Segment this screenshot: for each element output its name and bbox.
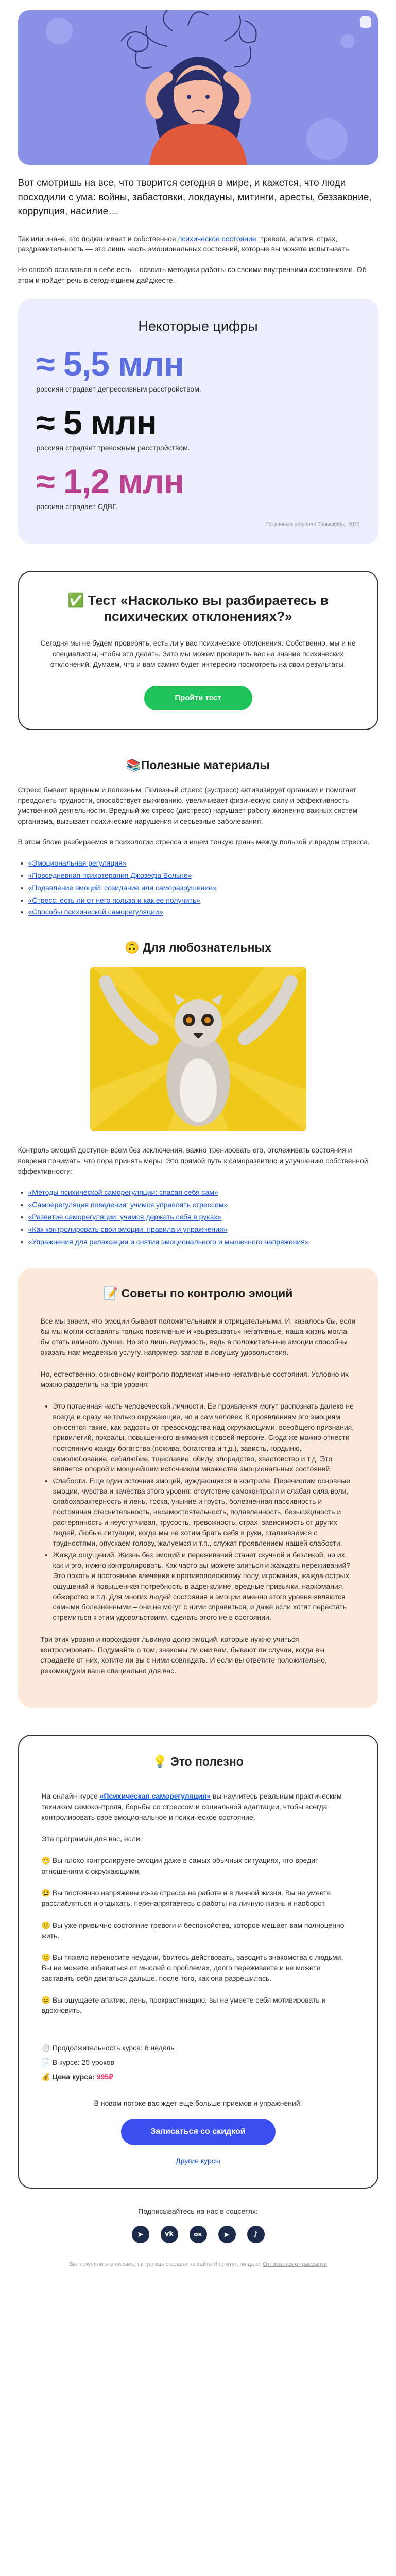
tips-paragraph-3: Три этих уровня и порождают львиную долю эмоций, которые нужно учиться контролировать. Подумайте о том, знакомы ли они вам, бывают ли случаи, когда вы страдаете от них, хотите ли вы с ними совладать. И если вы ответите положительно, рекомендуем ваше специально для вас. [40, 1635, 327, 1675]
course-card [18, 1735, 378, 2189]
unsubscribe-link[interactable]: Отписаться от рассылки [263, 2261, 327, 2267]
stat-description: россиян страдает тревожным расстройством. [36, 444, 190, 452]
subscribe-text: Подписывайтесь на нас в соцсетях: [138, 2207, 258, 2215]
stat-number: ≈ 1,2 млн [36, 462, 184, 501]
materials-paragraph-1: Стресс бывает вредным и полезным. Полезный стресс (эустресс) активизирует организм и помогает преодолеть трудности, способствует выживанию, увеличивает физическую силу и эффективность умственной деятельности. Вредный же стресс (дистресс) нарушает работу жизненно важных систем организма, вызывает психические нарушения и серьезные заболевания. [18, 785, 358, 825]
intro-paragraph-2: Но способ оставаться в себе есть – освоить методики работы со своими внутренними состояниями. Об этом и пойдет речь в сегодняшнем дайджесте. [18, 265, 367, 284]
stat-number: ≈ 5 млн [36, 403, 157, 442]
article-link[interactable]: «Повседневная психотерапия Джозефа Вольпе» [28, 871, 192, 879]
curious-title: 🙃 Для любознательных [125, 941, 271, 955]
list-item [28, 857, 378, 870]
list-item [28, 1199, 378, 1211]
stat-description: россиян страдает депрессивным расстройством. [36, 384, 201, 393]
list-item [28, 1224, 378, 1236]
curious-paragraph: Контроль эмоций доступен всем без исключения, важно тренировать его, отслеживать состояния и вовремя понимать, что пора принять меры. Это прямой путь к саморазвитию и улучшению собственной эффективности: [18, 1146, 368, 1176]
test-title: ✅ Тест «Насколько вы разбираетесь в психических отклонениях?» [67, 592, 329, 624]
list-item: 😫 Вы постоянно напряжены из-за стресса на работе и в личной жизни. Вы не умеете расслабляться и отдыхать, перенапрягаетесь с работы на личную жизнь и наоборот. [41, 1889, 331, 1908]
article-link[interactable]: «Стресс: есть ли от него польза и как ее получить» [28, 895, 201, 904]
curious-links [28, 1187, 378, 1248]
youtube-icon[interactable]: ▶ [218, 2226, 236, 2243]
tips-paragraph-2: Но, естественно, основному контролю подлежат именно негативные состояния. Условно их можно разделить на три уровня: [40, 1369, 349, 1389]
list-item [28, 1187, 378, 1199]
program-heading: Эта программа для вас, если: [41, 1835, 142, 1843]
test-text: Сегодня мы не будем проверять, есть ли у вас психические отклонения. Собственно, мы и не специалисты, чтобы это делать. Зато мы можем проверить вас на знание психических отклонений. Думаем, что и вам самим будет интересно посмотреть на свои результаты. [40, 639, 356, 668]
enroll-button[interactable]: Записаться со скидкой [121, 2119, 276, 2145]
course-cta [42, 2098, 355, 2167]
list-item [28, 1236, 378, 1248]
article-link[interactable]: «Методы психической саморегуляции: спасая себя сам» [28, 1188, 218, 1197]
email-container [18, 0, 378, 2279]
stat-description: россиян страдает СДВГ. [36, 502, 118, 511]
legal-text: Вы получили это письмо, т.к. успешно вошли на сайте Институт, по дате. Отписаться от рассылки [68, 2261, 327, 2267]
course-notice: В новом потоке вас ждет еще больше приемов и упражнений! [94, 2098, 302, 2107]
list-item: 😟 Вы уже привычно состояние тревоги и беспокойства, которое мешает вам полноценно жить. [41, 1921, 345, 1940]
lemur-photo [90, 967, 306, 1131]
list-item: • Это потаенная часть человеческой личности. Ее проявления могут распознать далеко не всегда и сразу не только окружающие, но и сам человек. К проявлениям эго эмоциям относятся такие, как радость от превосходства над окружающими, всеобщего признания, привилегий, похвалы, повышенного внимания к своей персоне. Сюда же можно отнести постоянную жажду богатства (пожива, богатства и т.д.), зависть, гордыню, самолюбование, себялюбие, тщеславие, обиду, злорадство, хвастовство и т.д. Это является опорой и мощнейшим источником множества эмоциональных состояний. [53, 1401, 356, 1474]
list-item: 😐 Вы ощущаете апатию, лень, прокрастинацию; вы не умеете себя мотивировать и вдохновить. [41, 1996, 326, 2015]
tips-paragraph-1: Все мы знаем, что эмоции бывают положительными и отрицательными. И, казалось бы, если бы мы могли оставлять только позитивные и «вырезывать» негативные, наша жизнь могла бы стать намного лучше. Но это лишь видимость, ведь в положительные эмоции способны оказать нам медвежью услугу, например, заглав в ловушку удовольствия. [40, 1316, 356, 1357]
article-link[interactable]: «Развитие саморегуляции: учимся держать себя в руках» [28, 1212, 222, 1221]
materials-paragraph-2: В этом блоке разбираемся в психологии стресса и ищем тонкую грань между пользой и вредом стресса. [18, 837, 370, 846]
hero-badge-icon [360, 16, 371, 28]
stats-card [18, 299, 378, 544]
tips-card [18, 1268, 378, 1708]
stat-number: ≈ 5,5 млн [36, 344, 184, 383]
article-link[interactable]: «Подавление эмоций: созидание или саморазрушение» [28, 883, 217, 892]
intro-paragraph-1: Так или иначе, это подкашивает и собственное психическое состояние: тревога, апатия, страх, раздражительность — это лишь часть эмоциональных состояний, которые вы можете испытывать. [18, 234, 351, 253]
list-item: 😕 Вы тяжело переносите неудачи, боитесь действовать, заводить знакомства с людьми. Вы не можете избавиться от мыслей о проблемах, долго переживаете и не можете заставить себя двигаться дальше, после того, как она разрешилась. [41, 1953, 343, 1982]
test-card [18, 571, 378, 730]
mental-state-link[interactable]: психическое состояние [178, 234, 256, 243]
social-links [18, 2226, 378, 2243]
stats-source: По данным «Журнал Тинькофф», 2022 [266, 521, 360, 528]
telegram-icon[interactable]: ➤ [132, 2226, 149, 2243]
course-link[interactable]: «Психическая саморегуляция» [99, 1792, 211, 1801]
footer [18, 2206, 378, 2279]
materials-title: 📚Полезные материалы [126, 758, 270, 772]
list-item: • Жажда ощущений. Жизнь без эмоций и переживаний станет скучной и безликой, но их, как и эго, нужно контролировать. Как часто вы можете злиться и жаждать переживаний? Это похоть и постоянное влечение к противоположному полу, игромания, жажда острых ощущений и повышенная потребность в адреналине, вредные привычки, наркомания, обжорство и т.д. Для многих людей состояния и эмоции именно этого уровня являются самыми болезненными – они не могут с ними справиться, и даже если хотят перестать стремиться к этим удовольствиям, сделать этого не в состоянии. [53, 1550, 356, 1623]
list-item [28, 882, 378, 894]
list-item [28, 906, 378, 919]
list-item [28, 1211, 378, 1224]
stats-item-1 [37, 345, 360, 394]
course-price: 💰 Цена курса: 995₽ [41, 2073, 113, 2081]
article-link[interactable]: «Упражнения для релаксации и снятия эмоционального и мышечного напряжения» [28, 1237, 309, 1246]
tiktok-icon[interactable]: ♪ [247, 2226, 265, 2243]
course-lessons: 📄 В курсе: 25 уроков [41, 2058, 114, 2066]
tips-levels-list [53, 1401, 356, 1622]
article-link[interactable]: «Эмоциональная регуляция» [28, 859, 127, 868]
course-intro: На онлайн-курсе «Психическая саморегуляция» вы научитесь реальным практическим техникам самоконтроля, борьбы со стрессом и социальной адаптации, чтобы всегда контролировать свое эмоциональное и психическое состояние. [41, 1792, 342, 1821]
list-item: 😬 Вы плохо контролируете эмоции даже в самых обычных ситуациях, что вредит отношениям с окружающими. [41, 1856, 319, 1875]
price-value: 995₽ [96, 2073, 113, 2081]
stats-title: Некоторые цифры [138, 318, 258, 334]
useful-title: 💡 Это полезно [152, 1754, 244, 1768]
vk-icon[interactable]: vk [161, 2226, 178, 2243]
course-duration: ⏱️ Продолжительность курса: 6 недель [41, 2043, 175, 2052]
list-item [28, 870, 378, 882]
lead-paragraph: Вот смотришь на все, что творится сегодня в мире, и кажется, что люди посходили с ума: войны, забастовки, локдауны, митинги, аресты, беззаконие, коррупция, насилие… [18, 178, 372, 217]
list-item: • Слабости. Еще один источник эмоций, нуждающихся в контроле. Перечислим основные эмоции, чувства и качества этого уровня: отсутствие самоконтроля и слабая сила воли, слабохарактерность и лень, тоска, уныние и грусть, болезненная пассивность и постоянная стеснительность, несамостоятельность, подавленность, безысходность и растерянность и неуступчивая, трусость, тревожность, страх, зависимость от других людей. Любые ситуации, когда мы не хотим брать себя в руки, сталкиваемся с трудностями, опускаем голову, жалуемся и т.п., служат проявлением нашей слабости. [53, 1476, 356, 1549]
other-courses-link[interactable]: Другие курсы [176, 2156, 220, 2165]
article-link[interactable]: «Способы психической саморегуляции» [28, 908, 163, 917]
take-test-button[interactable]: Пройти тест [144, 686, 252, 710]
list-item [28, 894, 378, 907]
ok-icon[interactable]: ок [190, 2226, 207, 2243]
article-link[interactable]: «Как контролировать свои эмоции: правила и упражнения» [28, 1225, 228, 1233]
anxious-woman-illustration [18, 10, 378, 165]
tips-title: 📝 Советы по контролю эмоций [103, 1286, 293, 1300]
materials-links [28, 857, 378, 919]
stats-item-3 [37, 462, 360, 512]
stats-item-2 [37, 403, 360, 453]
article-link[interactable]: «Самоерегуляция поведения: учимся управлять стрессом» [28, 1200, 228, 1209]
hero-banner [18, 10, 378, 165]
